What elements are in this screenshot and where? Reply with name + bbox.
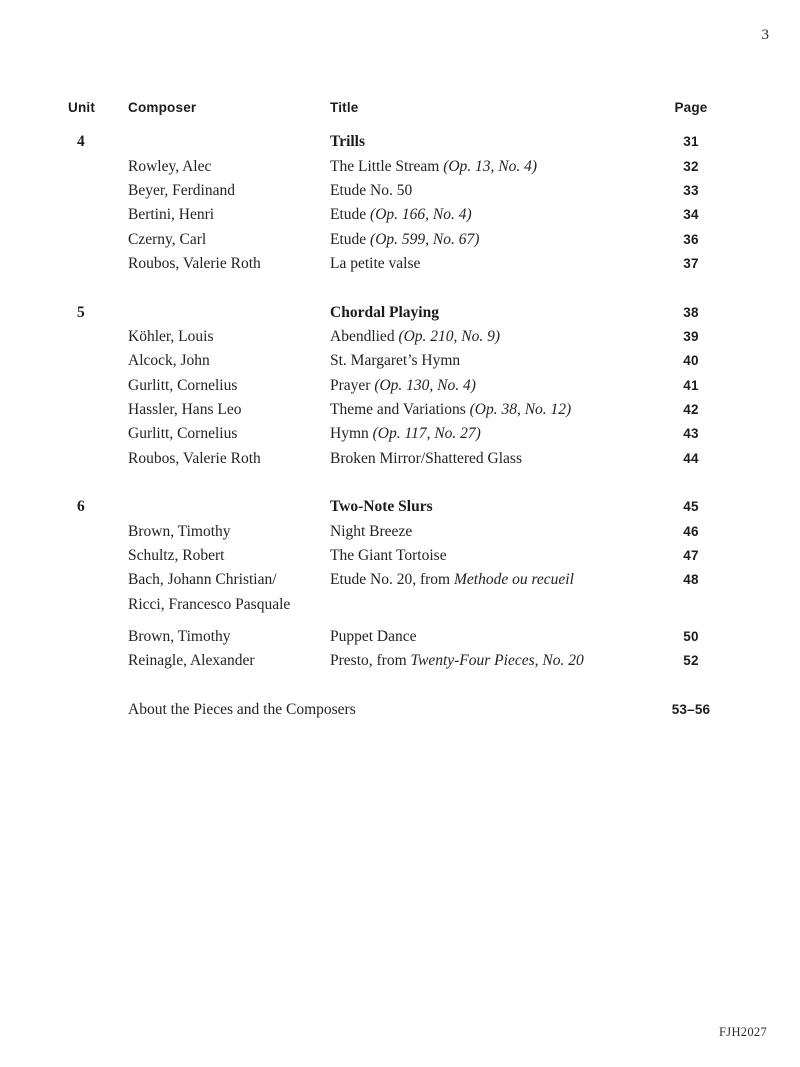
composer-line: Bach, Johann Christian/ — [128, 571, 277, 589]
composer-line: Schultz, Robert — [128, 546, 225, 564]
header-unit: Unit — [68, 100, 96, 115]
title-cell — [330, 447, 655, 471]
page-cell: 46 — [683, 523, 699, 539]
composer-cell — [128, 447, 330, 471]
page-cell: 37 — [683, 255, 699, 271]
unit-number: 4 — [77, 133, 85, 151]
title-cell — [330, 625, 655, 649]
section-title: Chordal Playing — [330, 303, 439, 321]
composer-line: Gurlitt, Cornelius — [128, 376, 238, 394]
title-part: Etude — [330, 230, 371, 248]
page-cell: 44 — [683, 450, 699, 466]
title-cell — [330, 228, 655, 252]
toc-sections — [0, 130, 800, 673]
composer-line: Gurlitt, Cornelius — [128, 425, 238, 443]
composer-line: Roubos, Valerie Roth — [128, 254, 261, 272]
section-header-row — [0, 495, 800, 519]
page-cell: 36 — [683, 231, 699, 247]
composer-line: Hassler, Hans Leo — [128, 400, 242, 418]
header-title: Title — [330, 100, 359, 115]
title-cell — [330, 349, 655, 373]
section-title: Trills — [330, 133, 366, 151]
page-cell: 34 — [683, 207, 699, 223]
title-cell — [330, 398, 655, 422]
title-cell — [330, 544, 655, 568]
section-page: 38 — [683, 304, 699, 320]
composer-line: Bertini, Henri — [128, 206, 215, 224]
about-row — [0, 698, 800, 722]
page-cell: 42 — [683, 401, 699, 417]
composer-cell — [128, 252, 330, 276]
composer-cell — [128, 228, 330, 252]
composer-line: Ricci, Francesco Pasquale — [128, 595, 291, 613]
title-italic-part: (Op. 117, No. 27) — [372, 425, 481, 443]
toc-section — [0, 495, 800, 673]
table-of-contents — [0, 96, 800, 722]
toc-row — [0, 625, 800, 649]
title-part: Broken Mirror/Shattered Glass — [330, 449, 522, 467]
title-cell — [330, 422, 655, 446]
title-part: Hymn — [330, 425, 373, 443]
about-page: 53–56 — [671, 701, 711, 717]
page-cell: 32 — [683, 158, 699, 174]
composer-line: Rowley, Alec — [128, 157, 212, 175]
title-part: Theme and Variations — [330, 400, 470, 418]
composer-cell — [128, 179, 330, 203]
composer-cell — [128, 649, 330, 673]
section-page: 45 — [683, 499, 699, 515]
title-cell — [330, 179, 655, 203]
toc-row — [0, 349, 800, 373]
toc-row — [0, 649, 800, 673]
section-header-row — [0, 130, 800, 154]
title-part: St. Margaret’s Hymn — [330, 352, 461, 370]
title-cell — [330, 520, 655, 544]
toc-row — [0, 179, 800, 203]
title-part: Puppet Dance — [330, 627, 417, 645]
composer-cell — [128, 544, 330, 568]
title-cell — [330, 203, 655, 227]
title-italic-part: (Op. 210, No. 9) — [398, 327, 501, 345]
catalog-code: FJH2027 — [719, 1025, 767, 1039]
composer-line: Reinagle, Alexander — [128, 652, 255, 670]
title-cell — [330, 155, 655, 179]
composer-cell — [128, 374, 330, 398]
composer-cell — [128, 203, 330, 227]
composer-cell — [128, 398, 330, 422]
toc-row — [0, 520, 800, 544]
about-label: About the Pieces and the Composers — [128, 700, 356, 718]
page-cell: 50 — [683, 628, 699, 644]
composer-line: Brown, Timothy — [128, 627, 231, 645]
toc-row — [0, 422, 800, 446]
about-unit-spacer — [0, 698, 128, 722]
title-part: Etude No. 20, from — [330, 571, 454, 589]
page-number: 3 — [761, 27, 769, 43]
composer-cell — [128, 155, 330, 179]
title-part: Etude No. 50 — [330, 181, 413, 199]
composer-line: Czerny, Carl — [128, 230, 207, 248]
toc-row — [0, 447, 800, 471]
title-cell — [330, 252, 655, 276]
page-cell: 43 — [683, 426, 699, 442]
page-cell: 33 — [683, 182, 699, 198]
composer-cell — [128, 625, 330, 649]
title-part: Presto, from — [330, 652, 411, 670]
composer-cell — [128, 325, 330, 349]
section-header-row — [0, 301, 800, 325]
header-page: Page — [674, 100, 708, 115]
title-part: The Little Stream — [330, 157, 444, 175]
toc-row — [0, 155, 800, 179]
composer-cell — [128, 422, 330, 446]
composer-line: Köhler, Louis — [128, 327, 214, 345]
title-part: Etude — [330, 206, 371, 224]
header-composer: Composer — [128, 100, 197, 115]
title-italic-part: (Op. 13, No. 4) — [443, 157, 538, 175]
page-cell: 41 — [683, 377, 699, 393]
title-cell — [330, 374, 655, 398]
toc-row — [0, 568, 800, 617]
composer-cell — [128, 568, 330, 617]
title-cell — [330, 325, 655, 349]
composer-cell — [128, 349, 330, 373]
page-cell: 47 — [683, 547, 699, 563]
toc-row — [0, 544, 800, 568]
section-title: Two-Note Slurs — [330, 498, 433, 516]
title-part: The Giant Tortoise — [330, 546, 447, 564]
toc-row — [0, 325, 800, 349]
toc-row — [0, 252, 800, 276]
toc-row — [0, 398, 800, 422]
composer-line: Brown, Timothy — [128, 522, 231, 540]
title-part: Night Breeze — [330, 522, 413, 540]
title-italic-part: (Op. 38, No. 12) — [469, 400, 572, 418]
title-part: Prayer — [330, 376, 375, 394]
title-italic-part: (Op. 166, No. 4) — [370, 206, 472, 224]
toc-section — [0, 130, 800, 276]
toc-row — [0, 203, 800, 227]
composer-line: Alcock, John — [128, 352, 210, 370]
composer-line: Roubos, Valerie Roth — [128, 449, 261, 467]
title-part: Abendlied — [330, 327, 399, 345]
title-cell — [330, 649, 655, 673]
composer-cell — [128, 520, 330, 544]
page-cell: 40 — [683, 353, 699, 369]
page-cell: 39 — [683, 328, 699, 344]
toc-row — [0, 374, 800, 398]
composer-line: Beyer, Ferdinand — [128, 181, 235, 199]
title-part: La petite valse — [330, 254, 421, 272]
toc-section — [0, 301, 800, 471]
page-cell: 52 — [683, 653, 699, 669]
unit-number: 5 — [77, 303, 85, 321]
title-italic-part: (Op. 599, No. 67) — [370, 230, 480, 248]
title-italic-part: (Op. 130, No. 4) — [374, 376, 476, 394]
section-page: 31 — [683, 134, 699, 150]
toc-header-row — [0, 96, 800, 120]
toc-row — [0, 228, 800, 252]
title-italic-part: Twenty-Four Pieces, No. 20 — [410, 652, 584, 670]
page-cell: 48 — [683, 572, 699, 588]
title-italic-part: Methode ou recueil — [453, 571, 574, 589]
unit-number: 6 — [77, 498, 85, 516]
title-cell — [330, 568, 655, 617]
